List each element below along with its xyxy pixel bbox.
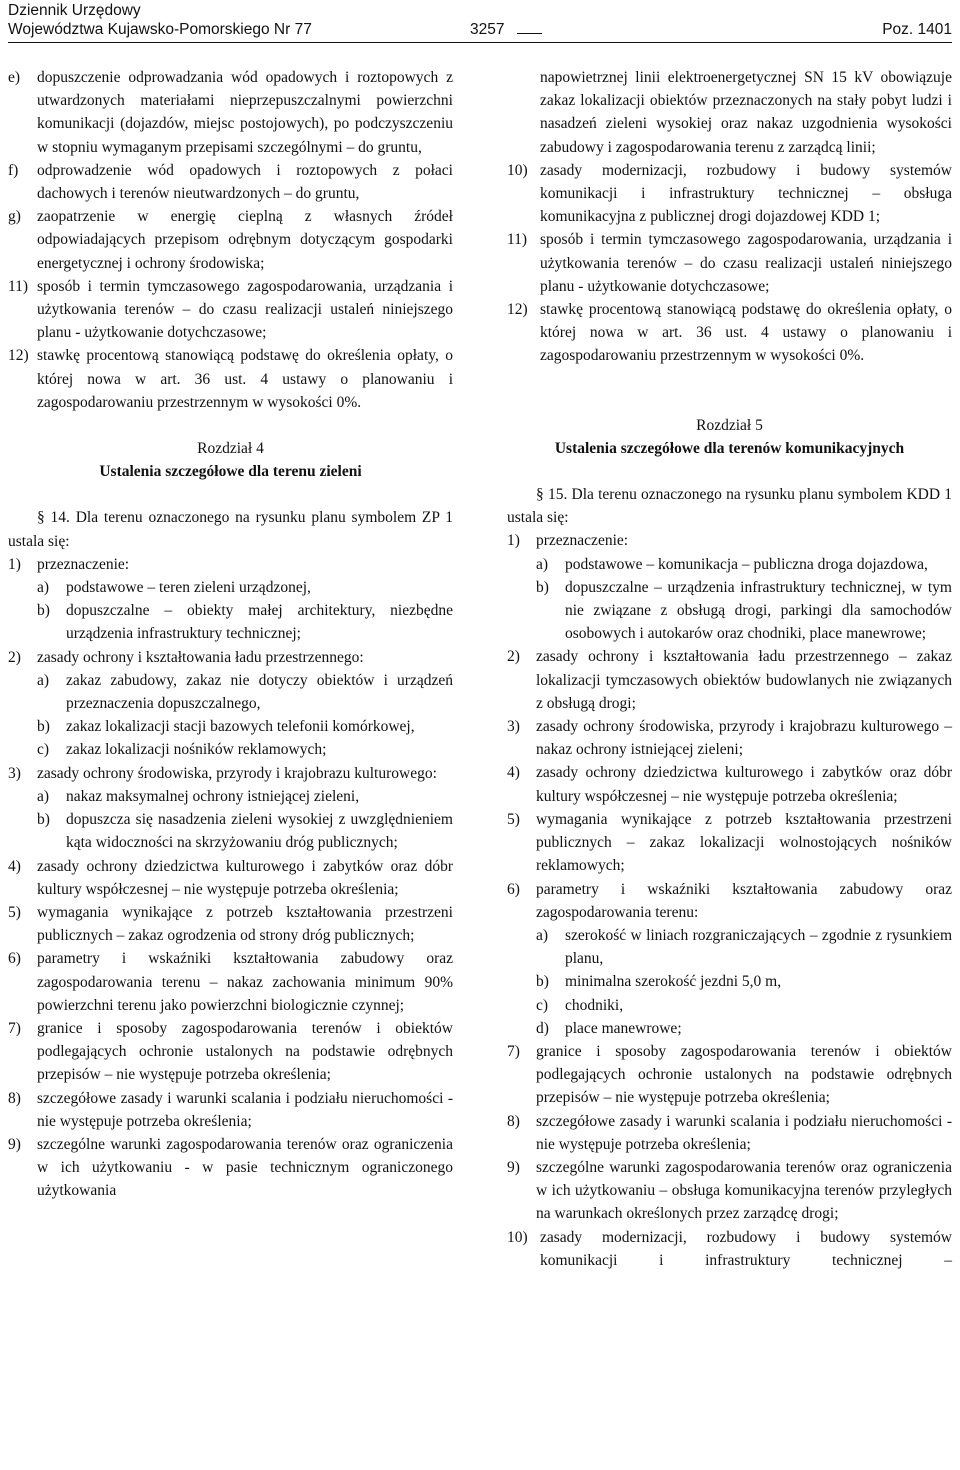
journal-region-issue: Województwa Kujawsko-Pomorskiego Nr 77 (8, 21, 312, 38)
item-text: zasady ochrony dziedzictwa kulturowego i zabytków oraz dóbr kultury współczesnej – nie występuje potrzeba określenia; (536, 764, 952, 805)
page-header (8, 0, 952, 44)
item-text: szczegółowe zasady i warunki scalania i podziału nieruchomości - nie występuje potrzeba określenia; (536, 1112, 952, 1153)
chapter-title: Ustalenia szczegółowe dla terenu zieleni (99, 463, 362, 481)
item-label: 6) (8, 950, 21, 968)
list-item (8, 901, 453, 947)
item-label: 7) (507, 1042, 520, 1060)
item-label: b) (536, 578, 549, 596)
item-label: 11) (8, 277, 29, 295)
list-item (507, 1040, 952, 1110)
item-label: 8) (507, 1112, 520, 1130)
list-item (8, 855, 453, 901)
item-text: place manewrowe; (565, 1019, 682, 1037)
item-text: zakaz lokalizacji nośników reklamowych; (66, 741, 327, 759)
item-text: stawkę procentową stanowiącą podstawę do określenia opłaty, o której nowa w art. 36 ust. 4 ustawy o planowaniu i zagospodarowaniu przestrzennym w wysokości 0%. (540, 301, 952, 365)
item-label: a) (536, 926, 549, 944)
item-label: 3) (507, 718, 520, 736)
item-label: f) (8, 161, 19, 179)
item-text: przeznaczenie: (536, 532, 629, 550)
list-item (8, 344, 453, 414)
item-label: 12) (507, 301, 528, 319)
list-item (507, 808, 952, 878)
continued-text: napowietrznej linii elektroenergetycznej SN 15 kV obowiązuje zakaz lokalizacji obiektów przeznaczonych na stały pobyt ludzi i nasadzeń zieleni wysokiej oraz nakaz uzgodnienia wysokości zabudowy i zagospodarowania terenu z zarządcą linii; (540, 69, 952, 156)
item-label: a) (37, 787, 50, 805)
item-label: 6) (507, 880, 520, 898)
item-text: sposób i termin tymczasowego zagospodarowania, urządzania i użytkowania terenów – do czasu realizacji ustaleń niniejszego planu - użytkowanie dotychczasowe; (540, 231, 952, 295)
list-item (8, 762, 453, 785)
chapter-title: Ustalenia szczegółowe dla terenów komunikacyjnych (554, 439, 905, 457)
item-text: zasady ochrony dziedzictwa kulturowego i zabytków oraz dóbr kultury współczesnej – nie występuje potrzeba określenia; (37, 857, 453, 898)
list-subitem (507, 553, 952, 576)
right-column (507, 66, 952, 1272)
paragraph-intro: § 14. Dla terenu oznaczonego na rysunku planu symbolem ZP 1 ustala się: (8, 509, 453, 550)
item-text: zakaz lokalizacji stacji bazowych telefonii komórkowej, (66, 718, 415, 736)
item-text: zasady ochrony i kształtowania ładu przestrzennego: (37, 648, 364, 666)
item-text: zakaz zabudowy, zakaz nie dotyczy obiektów i urządzeń przeznaczenia dopuszczalnego, (66, 671, 453, 713)
item-text: parametry i wskaźniki kształtowania zabudowy oraz zagospodarowania terenu: (536, 880, 952, 921)
left-column (8, 66, 453, 1203)
item-label: 5) (8, 903, 21, 921)
item-text: granice i sposoby zagospodarowania terenów i obiektów podlegających ochronie ustalonych na podstawie odrębnych przepisów – nie występuje potrzeba określenia; (536, 1042, 952, 1107)
item-label: a) (37, 579, 50, 597)
chapter-number: Rozdział 5 (696, 416, 763, 434)
item-text: zasady ochrony środowiska, przyrody i krajobrazu kulturowego – nakaz ochrony istniejącej zieleni; (536, 718, 952, 759)
item-text: odprowadzenie wód opadowych i roztopowych z połaci dachowych i terenów nieutwardzonych – do gruntu, (37, 161, 453, 203)
item-label: 4) (8, 857, 21, 875)
list-subitem (507, 970, 952, 993)
item-label: 5) (507, 810, 520, 828)
item-label: 1) (8, 555, 21, 573)
item-text: nakaz maksymalnej ochrony istniejącej zieleni, (66, 787, 360, 805)
item-text: podstawowe – teren zieleni urządzonej, (66, 579, 311, 597)
item-label: 7) (8, 1019, 21, 1037)
item-label: 2) (8, 648, 21, 666)
item-label: 10) (507, 161, 528, 179)
item-label: d) (536, 1019, 549, 1037)
list-item (507, 645, 952, 715)
item-label: 1) (507, 532, 520, 550)
item-label: 4) (507, 764, 520, 782)
item-text: wymagania wynikające z potrzeb kształtowania przestrzeni publicznych – zakaz ogrodzenia od strony dróg publicznych; (37, 903, 453, 945)
journal-title: Dziennik Urzędowy (8, 2, 141, 19)
item-text: zaopatrzenie w energię cieplną z własnych źródeł odpowiadających przepisom odrębnym dotyczącym gospodarki energetycznej i ochrony środowiska; (37, 208, 453, 272)
header-rule (8, 42, 952, 43)
list-item (8, 646, 453, 669)
list-subitem (507, 1017, 952, 1040)
list-subitem (8, 576, 453, 599)
item-text: parametry i wskaźniki kształtowania zabudowy oraz zagospodarowania terenu – nakaz zachowania minimum 90% powierzchni terenu jako powierzchni biologicznie czynnej; (37, 950, 453, 1014)
list-item (507, 1110, 952, 1156)
item-text: sposób i termin tymczasowego zagospodarowania, urządzania i użytkowania terenów – do czasu realizacji ustaleń niniejszego planu - użytkowanie dotychczasowe; (37, 277, 453, 342)
item-text: dopuszczalne – urządzenia infrastruktury technicznej, w tym nie związane z obsługą drogi, parkingi dla samochodów osobowych i autokarów oraz chodniki, place manewrowe; (565, 578, 952, 643)
item-text: zasady ochrony środowiska, przyrody i krajobrazu kulturowego: (37, 764, 437, 782)
list-item (8, 66, 453, 159)
item-text: dopuszczenie odprowadzania wód opadowych i roztopowych z utwardzonych materiałami nieprzepuszczalnymi powierzchni komunikacji (dojazdów, miejsc postojowych), po podczyszczeniu w stopniu wymaganym przepisami szczególnymi – do gruntu, (37, 69, 453, 156)
item-text: zasady modernizacji, rozbudowy i budowy systemów komunikacji i infrastruktury technicznej – obsługa komunikacyjna z publicznej drogi dojazdowej KDD 1; (540, 161, 952, 226)
paragraph-intro: § 15. Dla terenu oznaczonego na rysunku planu symbolem KDD 1 ustala się: (507, 486, 952, 527)
list-subitem (8, 808, 453, 854)
list-subitem (507, 576, 952, 646)
list-subitem (8, 669, 453, 715)
page-number-dash (517, 33, 542, 34)
list-item (8, 1017, 453, 1087)
list-subitem (8, 785, 453, 808)
item-text: szczegółowe zasady i warunki scalania i podziału nieruchomości - nie występuje potrzeba określenia; (37, 1089, 453, 1130)
item-text: podstawowe – komunikacja – publiczna droga dojazdowa, (565, 555, 928, 573)
item-label: 12) (8, 347, 29, 365)
list-subitem (8, 599, 453, 645)
item-label: 10) (507, 1228, 528, 1246)
item-text: dopuszcza się nasadzenia zieleni wysokiej z uwzględnieniem kąta widoczności na skrzyżowaniu dróg publicznych; (66, 811, 453, 852)
item-label: 3) (8, 764, 21, 782)
item-text: zasady ochrony i kształtowania ładu przestrzennego – zakaz lokalizacji tymczasowych obiektów budowlanych nie związanych z obsługą drogi; (536, 648, 952, 712)
item-label: c) (37, 741, 50, 759)
item-label: b) (536, 973, 549, 991)
list-item (8, 553, 453, 576)
list-item (507, 878, 952, 924)
item-text: minimalna szerokość jezdni 5,0 m, (565, 973, 782, 991)
list-item (507, 1226, 952, 1272)
item-label: b) (37, 811, 50, 829)
item-text: stawkę procentową stanowiącą podstawę do określenia opłaty, o której nowa w art. 36 ust. 4 ustawy o planowaniu i zagospodarowaniu przestrzennym w wysokości 0%. (37, 347, 453, 411)
item-label: 9) (507, 1158, 520, 1176)
list-subitem (507, 924, 952, 970)
item-label: 2) (507, 648, 520, 666)
item-text: wymagania wynikające z potrzeb kształtowania przestrzeni publicznych – zakaz lokalizacji wolnostojących nośników reklamowych; (536, 810, 952, 875)
item-label: a) (536, 555, 549, 573)
item-label: 8) (8, 1089, 21, 1107)
item-text: szczególne warunki zagospodarowania terenów oraz ograniczenia w ich użytkowaniu – obsługa komunikacyjna terenów przyległych na warunkach określonych przez zarządcę drogi; (536, 1158, 952, 1223)
list-item (8, 1133, 453, 1203)
list-subitem (8, 738, 453, 761)
page-number: 3257 (470, 21, 505, 38)
item-text: przeznaczenie: (37, 555, 130, 573)
item-text: szczególne warunki zagospodarowania terenów oraz ograniczenia w ich użytkowaniu - w pasie technicznym ograniczonego użytkowania (37, 1135, 453, 1200)
list-subitem (507, 994, 952, 1017)
item-text: granice i sposoby zagospodarowania terenów i obiektów podlegających ochronie ustalonych na podstawie odrębnych przepisów – nie występuje potrzeba określenia; (37, 1019, 453, 1084)
item-text: dopuszczalne – obiekty małej architektury, niezbędne urządzenia infrastruktury technicznej; (66, 602, 453, 643)
list-item (8, 1087, 453, 1133)
list-item (8, 275, 453, 345)
item-label: 9) (8, 1135, 21, 1153)
chapter-number: Rozdział 4 (197, 440, 264, 458)
item-label: 11) (507, 231, 528, 249)
item-label: a) (37, 671, 50, 689)
list-item (507, 298, 952, 368)
list-item (8, 159, 453, 205)
list-item (507, 228, 952, 298)
item-label: b) (37, 602, 50, 620)
item-label: e) (8, 69, 21, 86)
item-label: g) (8, 208, 21, 226)
list-item (507, 1156, 952, 1226)
list-item (507, 761, 952, 807)
list-item (507, 529, 952, 552)
item-label: c) (536, 996, 549, 1014)
position-number: Poz. 1401 (882, 21, 952, 38)
item-text: zasady modernizacji, rozbudowy i budowy systemów komunikacji i infrastruktury technicznej – (540, 1228, 952, 1269)
item-text: chodniki, (565, 996, 624, 1014)
list-subitem (8, 715, 453, 738)
list-item (8, 947, 453, 1017)
list-item (8, 205, 453, 275)
item-label: b) (37, 718, 50, 736)
item-text: szerokość w liniach rozgraniczających – zgodnie z rysunkiem planu, (565, 926, 952, 968)
list-item (507, 715, 952, 761)
list-item (507, 159, 952, 229)
